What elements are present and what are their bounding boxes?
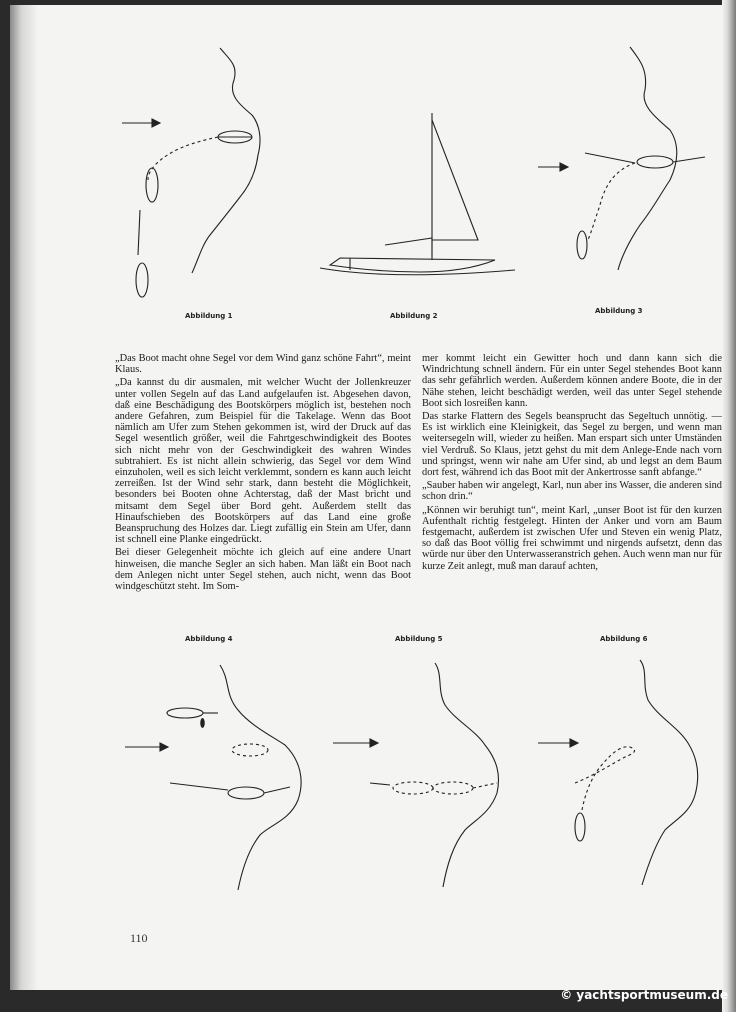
figure-6-caption: Abbildung 6: [600, 635, 648, 643]
page-number: 110: [130, 931, 148, 945]
figure-3-drawing: [530, 45, 720, 305]
page-edge-shadow: [722, 0, 736, 1012]
figure-5-drawing: [325, 655, 545, 905]
figure-3-caption: Abbildung 3: [595, 307, 643, 315]
figure-6-drawing: [530, 655, 720, 905]
book-page: [10, 5, 722, 990]
figure-2-caption: Abbildung 2: [390, 312, 438, 320]
right-paragraph: „Können wir beruhigt tun“, meint Karl, „unser Boot ist für den kurzen Aufenthalt richtig festgelegt. Hinten der Anker und vorn am Baum festgemacht, außerdem ist zwischen Ufer und Steven ein wenig Platz, so daß das Boot völlig frei schwimmt und nirgends aufsetzt, denn das würde nur über den Unterwasseranstrich gehen. Auch wenn man nur für kurze Zeit anlegt, muß man darauf achten,: [422, 504, 722, 572]
mooring-post-icon: [200, 718, 205, 728]
text-column-left: [115, 353, 411, 594]
page-spine-shadow: [10, 5, 38, 990]
figure-4-drawing: [120, 655, 330, 905]
right-paragraph: Das starke Flattern des Segels beansprucht das Segeltuch unnötig. — Es ist wirklich eine Kleinigkeit, das Segel zu bergen, und wenn man weitersegeln will, wieder zu heißen. Man erspart sich unter Umständen viel Verdruß. So Klaus, jetzt gehst du mit dem Anlege-Ende nach vorn und springst, wenn wir nahe am Ufer sind, ab und legst an dem Baum dort fest, während ich das Boot mit der Ankertrosse sanft abfange.“: [422, 411, 722, 479]
text-column-right: [422, 353, 722, 574]
right-paragraph: mer kommt leicht ein Gewitter hoch und dann kann sich die Windrichtung schnell ändern. Für ein unter Segel stehendes Boot kann das sehr gefährlich werden. Außerdem können andere Boote, die in der Nähe stehen, leicht beschädigt werden, weil das unter Segel stehende Boot sich losreißen kann.: [422, 353, 722, 409]
copyright-notice: © yachtsportmuseum.de: [560, 988, 728, 1002]
left-paragraph: „Da kannst du dir ausmalen, mit welcher Wucht der Jollenkreuzer unter vollen Segeln auf das Land aufgelaufen ist. Abgesehen davon, daß eine Beschädigung des Bootskörpers möglich ist, bestehen noch andere Gefahren, zum Beispiel für die Takelage. Wenn das Boot nämlich am Ufer zum Stehen gekommen ist, wird der Druck auf das Segel wesentlich größer, weil die Fahrtgeschwindigkeit des Bootes sich nicht mehr von der Geschwindigkeit des wahren Windes subtrahiert. Es ist nicht allein schwierig, das Segel vor dem Wind einzuholen, weil es sich leicht verklemmt, sondern es kann auch leicht zerreißen. Ist der Wind sehr stark, dann besteht die Möglichkeit, besonders bei Booten ohne Achterstag, daß der Mast bricht und mitsamt dem Segel über Bord geht. Außerdem stellt das Hinaufschieben des Bootskörpers auf das Land eine große Beanspruchung des Holzes dar. Liegt zufällig ein Stein am Ufer, dann ist schnell eine Planke eingedrückt.: [115, 377, 411, 546]
figure-1-caption: Abbildung 1: [185, 312, 233, 320]
right-paragraph: „Sauber haben wir angelegt, Karl, nun aber ins Wasser, die anderen sind schon drin.“: [422, 480, 722, 503]
figure-4-caption: Abbildung 4: [185, 635, 233, 643]
figure-1-drawing: [110, 45, 280, 315]
figure-5-caption: Abbildung 5: [395, 635, 443, 643]
left-paragraph: „Das Boot macht ohne Segel vor dem Wind ganz schöne Fahrt“, meint Klaus.: [115, 353, 411, 376]
figure-2-drawing: [320, 110, 520, 280]
left-paragraph: Bei dieser Gelegenheit möchte ich gleich auf eine andere Unart hinweisen, die manche Segler an sich haben. Man läßt ein Boot nach dem Anlegen nicht unter Segel stehen, auch nicht, wenn das Boot windgeschützt steht. Im Som-: [115, 547, 411, 593]
